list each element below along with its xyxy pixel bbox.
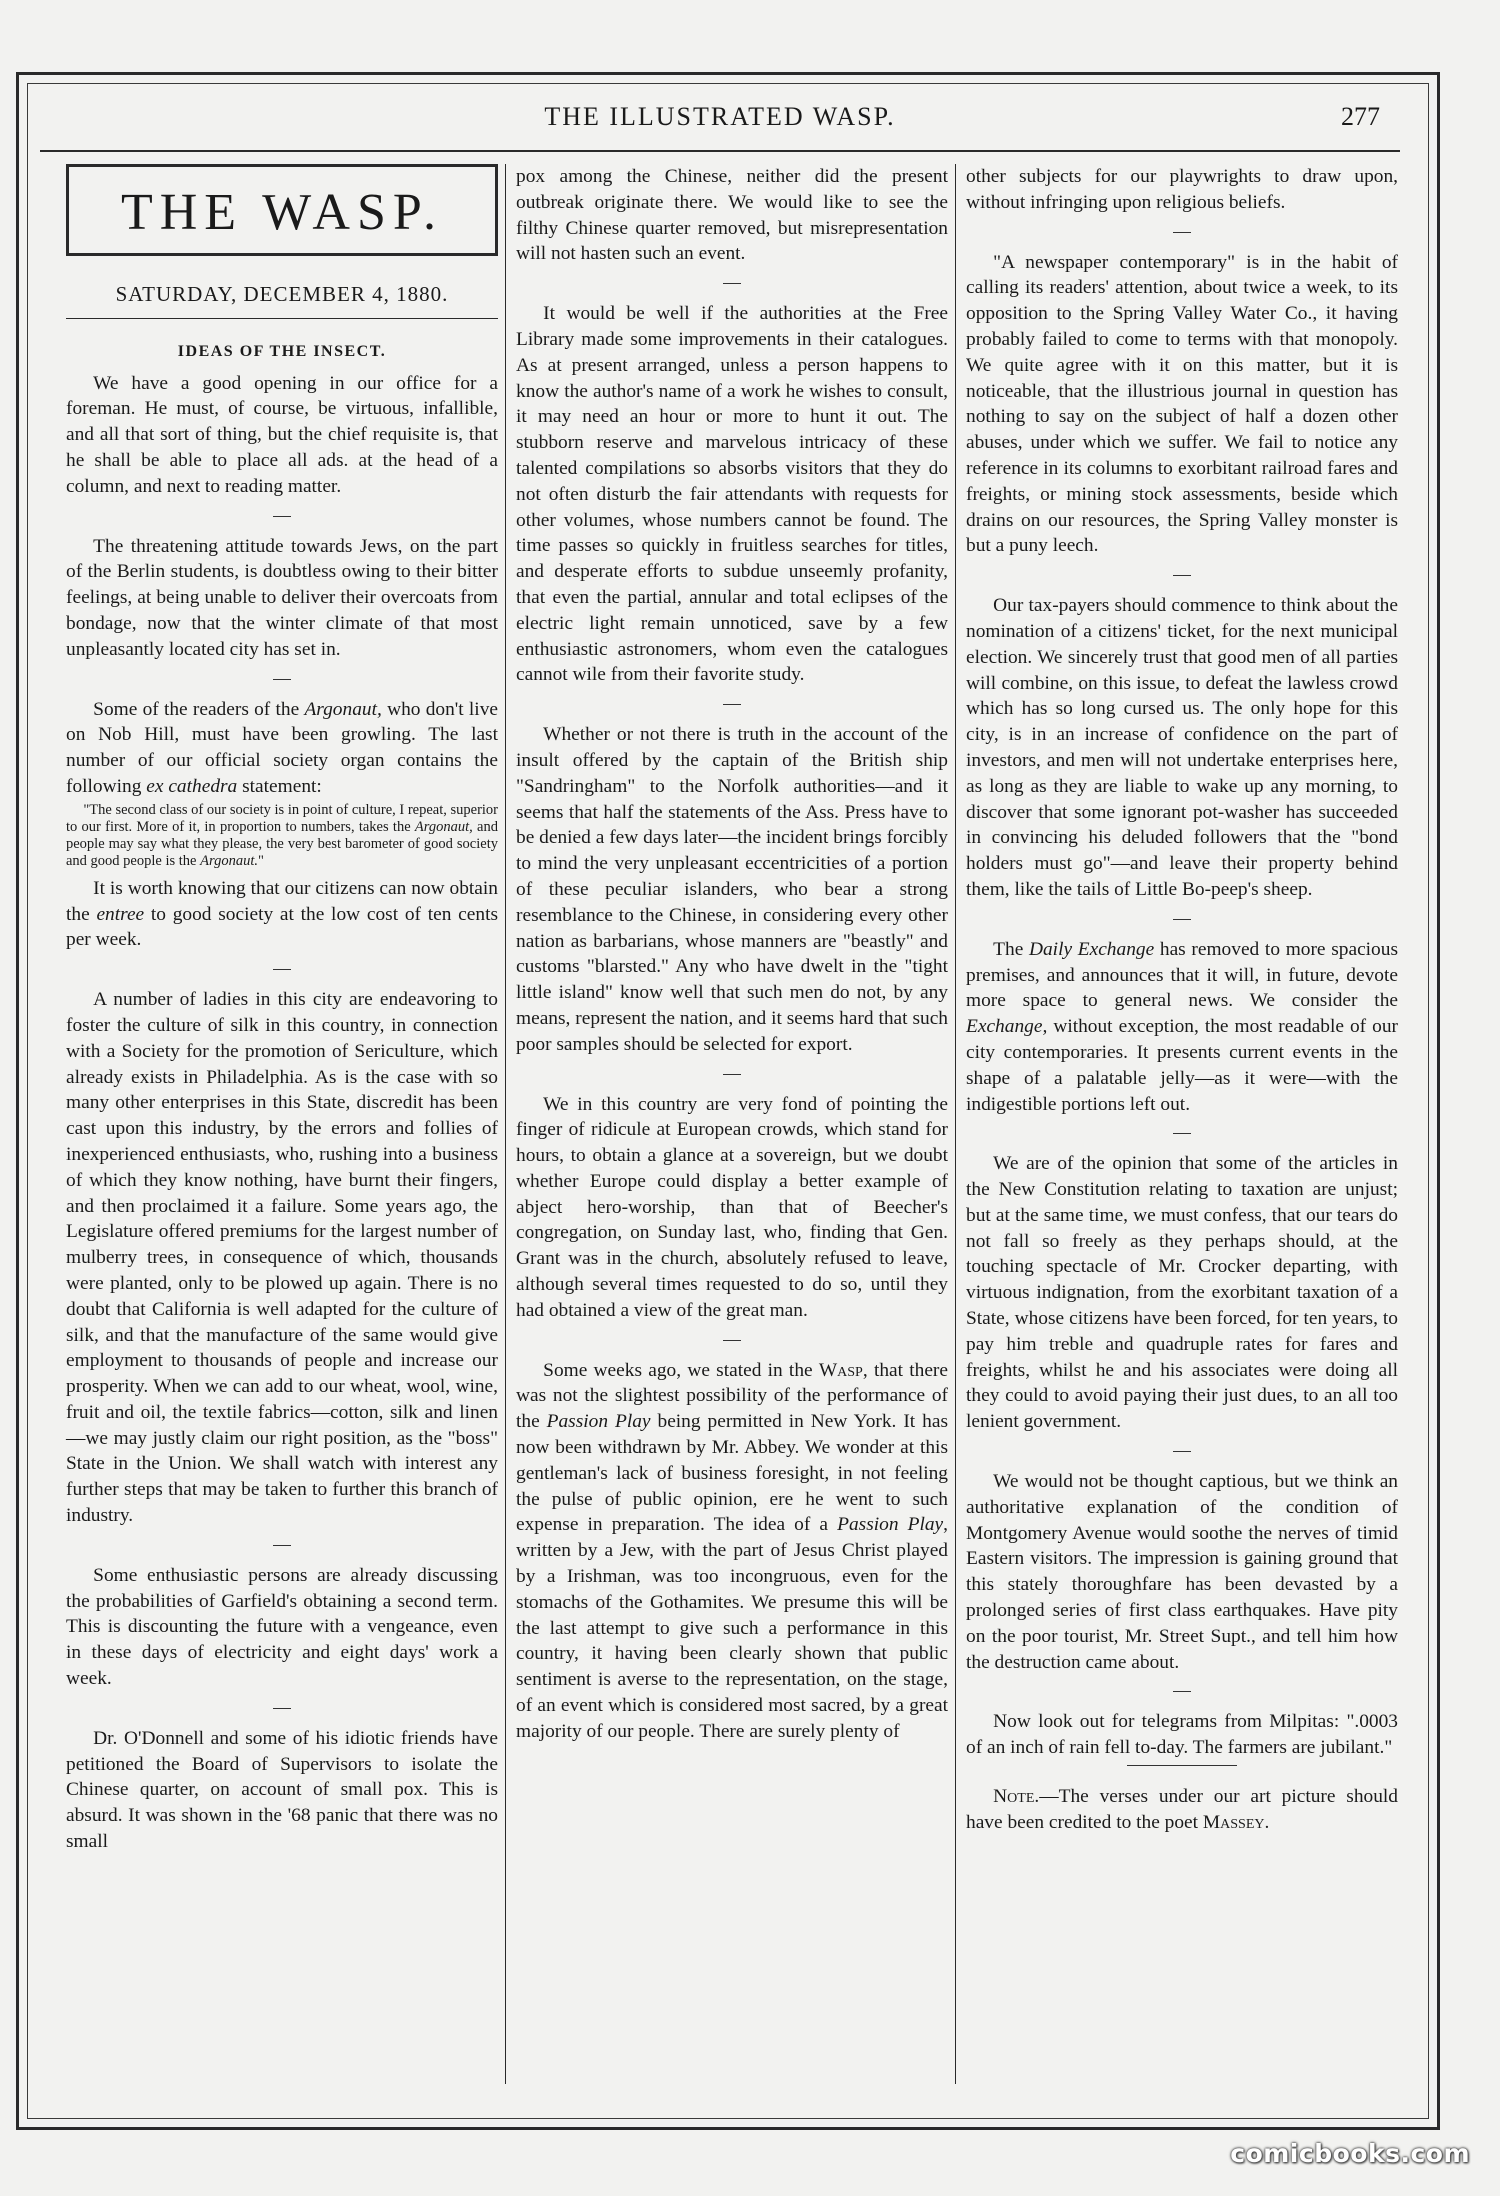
paragraph: We have a good opening in our office for a foreman. He must, of course, be virtuous, infallible, and all that sort of thing, but the chief requisite is, that he shall be able to place all ads. at the head of a column, and next to reading matter. (66, 372, 498, 497)
column-2 (516, 164, 948, 2084)
separator (66, 1535, 498, 1547)
separator (516, 1064, 948, 1076)
separator (966, 1681, 1398, 1693)
separator (66, 1698, 498, 1710)
column-3 (966, 164, 1398, 2084)
paragraph: Now look out for telegrams from Milpitas: ".0003 of an inch of rain fell to-day. The farmers are jubilant." (966, 1711, 1398, 1759)
paragraph: pox among the Chinese, neither did the present outbreak originate there. We would like to see the filthy Chinese quarter removed, but misrepresentation will not hasten such an event. (516, 166, 948, 265)
masthead-title: THE WASP. (120, 184, 444, 241)
paragraph: We are of the opinion that some of the articles in the New Constitution relating to taxation are unjust; but at the same time, we must confess, that our tears do not fall so freely as they perhaps should, at the touching spectacle of Mr. Crocker departing, with virtuous indignation, from the exorbitant taxation of a State, whose citizens have been forced, for ten years, to pay him treble and quadruple rates for fares and freights, whilst he and his associates were doing all they could to avoid paying their just dues, to an all too lenient government. (966, 1153, 1398, 1433)
paragraph: A number of ladies in this city are endeavoring to foster the culture of silk in this country, in connection with a Society for the promotion of Sericulture, which already exists in Philadelphia. As is the case with so many other enterprises in this State, discredit has been cast upon this industry, by the errors and follies of inexperienced enthusiasts, who, rushing into a business of which they know nothing, have burnt their fingers, and then proclaimed it a failure. Some years ago, the Legislature offered premiums for the largest number of mulberry trees, in consequence of which, thousands were planted, only to be plowed up again. There is no doubt that California is well adapted for the culture of silk, and that the manufacture of the same would give employment to thousands of people and increase our prosperity. When we can add to our wheat, wool, wine, fruit and oil, the textile fabrics—cotton, silk and linen—we may justly claim our right position, as the "boss" State in the Union. We shall watch with interest any further steps that may be taken to further this branch of industry. (66, 989, 498, 1527)
paragraph: Some enthusiastic persons are already discussing the probabilities of Garfield's obtaining a second term. This is discounting the future with a vengeance, even in these days of electricity and eight days' work a week. (66, 1564, 498, 1690)
paragraph: Whether or not there is truth in the account of the insult offered by the captain of the British ship "Sandringham" to the Norfolk authorities—and it seems that half the statements of the Ass. Press have to be denied a few days later—the incident brings forcibly to mind the very unpleasant eccentricities of a portion of these peculiar islanders, who bear a strong resemblance to the Chinese, in considering every other nation as barbarians, whose manners are "beastly" and customs "blarsted." Any who have dwelt in the "tight little island" know well that such men do not, by any means, represent the nation, and it seems hard that such poor samples should be selected for export. (516, 724, 948, 1055)
note-paragraph: Note.—The verses under our art picture should have been credited to the poet Massey. (966, 1786, 1398, 1833)
paragraph: Dr. O'Donnell and some of his idiotic friends have petitioned the Board of Supervisors to isolate the Chinese quarter, on account of small pox. This is absurd. It was shown in the '68 panic that there was no small (66, 1727, 498, 1853)
paragraph: The Daily Exchange has removed to more spacious premises, and announces that it will, in future, devote more space to general news. We consider the Exchange, without exception, the most readable of our city contemporaries. It presents current events in the shape of a palatable jelly—as it were—with the indigestible portions left out. (966, 938, 1398, 1115)
paragraph: The threatening attitude towards Jews, on the part of the Berlin students, is doubtless owing to their bitter feelings, at being unable to deliver their overcoats from bondage, now that the winter climate of that most unpleasantly located city has set in. (66, 535, 498, 660)
separator (966, 1441, 1398, 1453)
paragraph: Our tax-payers should commence to think about the nomination of a citizens' ticket, for the next municipal election. We sincerely trust that good men of all parties will combine, on this issue, to defeat the lawless crowd which has so long cursed us. The only hope for this city, is in an increase of confidence on the part of investors, and men will not undertake enterprises here, as long as they are liable to wake up any morning, to discover that some ignorant pot-washer has succeeded in convincing his deluded followers that the "bond holders must go"—and leave their property behind them, like the tails of Little Bo-peep's sheep. (966, 595, 1398, 900)
separator (966, 909, 1398, 921)
watermark-logo: comicbooks.com (1230, 2139, 1470, 2168)
paragraph: We in this country are very fond of pointing the finger of ridicule at European crowds, which stand for hours, to obtain a glance at a sovereign, but we doubt whether Europe could display a better example of abject hero-worship, than that of Beecher's congregation, on Sunday last, who, finding that Gen. Grant was in the church, absolutely refused to leave, although several times requested to do so, until they had obtained a view of the great man. (516, 1093, 948, 1321)
separator (516, 694, 948, 706)
separator (66, 506, 498, 518)
page-number: 277 (1341, 102, 1380, 131)
separator (966, 1123, 1398, 1135)
dateline: SATURDAY, DECEMBER 4, 1880. (115, 282, 449, 306)
separator (516, 1330, 948, 1342)
running-head (40, 102, 1400, 138)
paragraph: It would be well if the authorities at the Free Library made some improvements in their catalogues. As at present arranged, unless a person happens to know the author's name of a work he wishes to consult, it may need an hour or more to hunt it out. The stubborn reserve and marvelous intricacy of these talented compilations so absorbs visitors that they do not often disturb the fair attendants with requests for other volumes, whose numbers cannot be found. The time passes so quickly in fruitless searches for titles, and desperate efforts to subdue unseemly profanity, that even the partial, annular and total eclipses of the electric light remain unnoticed, save by a few enthusiastic astronomers, whom even the catalogues cannot wile from their favorite study. (516, 303, 948, 686)
paragraph: We would not be thought captious, but we think an authoritative explanation of the condition of Montgomery Avenue would soothe the nerves of timid Eastern visitors. The impression is gaining ground that this stately thoroughfare has been devasted by a prolonged series of first class earthquakes. Have pity on the poor tourist, Mr. Street Supt., and tell him how the destruction came about. (966, 1471, 1398, 1673)
column-rule-2 (955, 164, 956, 2084)
separator (66, 669, 498, 681)
paragraph: "A newspaper contemporary" is in the habit of calling its readers' attention, about twice a week, to its opposition to the Spring Valley Water Co., it having probably failed to come to terms with that monopoly. We quite agree with it on this matter, but it is noticeable, that the illustrious journal in question has nothing to say on the subject of half a dozen other abuses, under which we suffer. We fail to notice any reference in its columns to exorbitant railroad fares and freights, or mining stock assessments, beside which drains on our resources, the Spring Valley monster is but a puny leech. (966, 251, 1398, 557)
masthead (66, 164, 498, 256)
separator (66, 959, 498, 971)
running-title: THE ILLUSTRATED WASP. (544, 102, 896, 131)
section-heading: IDEAS OF THE INSECT. (177, 342, 387, 360)
paragraph: other subjects for our playwrights to draw upon, without infringing upon religious beliefs. (966, 166, 1398, 213)
separator (516, 273, 948, 285)
paragraph: It is worth knowing that our citizens can now obtain the entree to good society at the low cost of ten cents per week. (66, 877, 499, 951)
column-rule-1 (505, 164, 506, 2084)
paragraph: Some of the readers of the Argonaut, who don't live on Nob Hill, must have been growling. The last number of our official society organ contains the following ex cathedra statement: (66, 698, 498, 797)
header-rule (40, 150, 1400, 152)
column-1 (66, 164, 498, 2084)
block-quote: "The second class of our society is in point of culture, I repeat, superior to our first. More of it, in proportion to numbers, takes the Argonaut, and people may say what they please, the very best barometer of good society and good people is the Argonaut." (66, 801, 499, 869)
dateline-rule (66, 318, 498, 319)
paragraph: Some weeks ago, we stated in the Wasp, that there was not the slightest possibility of the performance of the Passion Play being permitted in New York. It has now been withdrawn by Mr. Abbey. We wonder at this gentleman's lack of business foresight, in not feeling the pulse of public opinion, ere he went to such expense in preparation. The idea of a Passion Play, written by a Jew, with the part of Jesus Christ played by a Irishman, was too incongruous, even for the stomachs of the Gothamites. We presume this will be the last attempt to give such a performance in this country, it having been clearly shown that public sentiment is averse to the representation, on the stage, of an event which is considered most sacred, by a great majority of our people. There are surely plenty of (516, 1359, 948, 1742)
separator (966, 222, 1398, 234)
end-rule (1127, 1765, 1237, 1766)
separator (966, 565, 1398, 577)
